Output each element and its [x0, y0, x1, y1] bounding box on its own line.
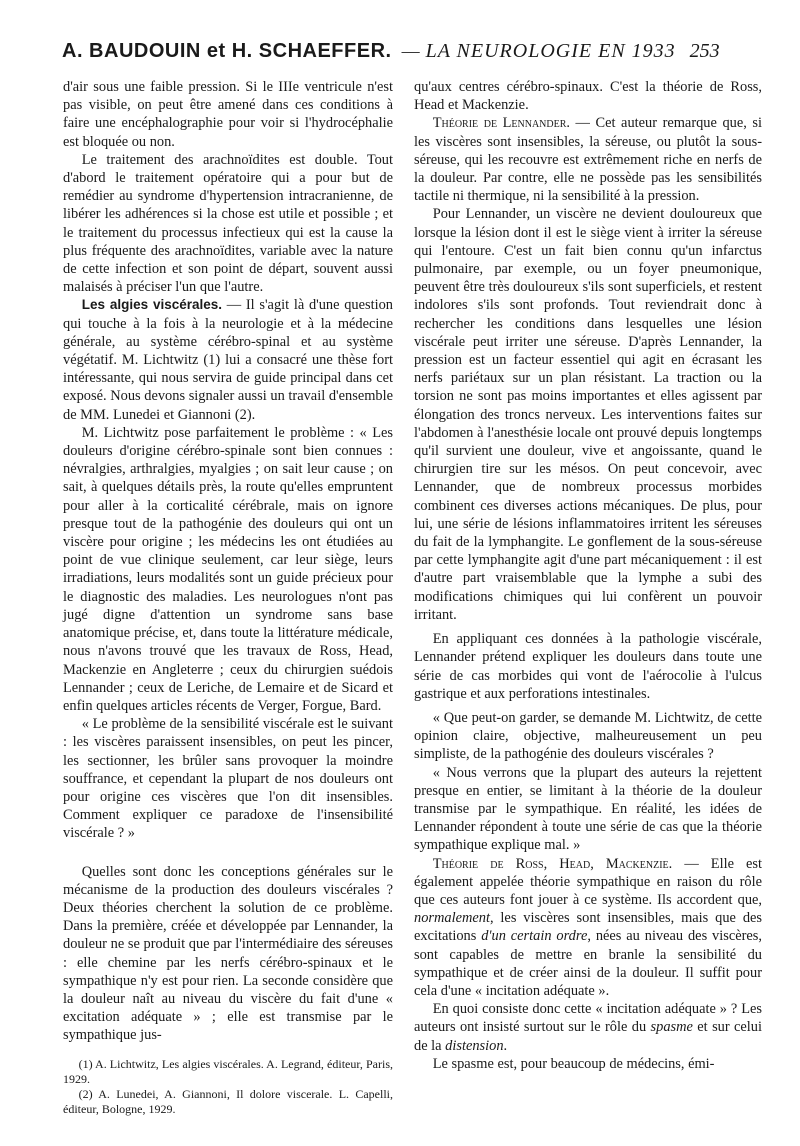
- section-heading: Théorie de Lennander.: [432, 115, 570, 132]
- paragraph: [414, 114, 762, 205]
- left-column: [63, 78, 393, 1117]
- paragraph: Quelles sont donc les conceptions générales sur le mécanisme de la production des douleurs viscérales ? Deux théories cherchent la solution de ce problème. Dans la première, créée et développée par Lennander, la douleur ne se produit que par l'intermédiaire des séreuses : elle chemine par les nerfs cérébro-spinaux et le sympathique n'y est pour rien. La seconde considère que la douleur naît au niveau du viscère du fait d'une « excitation adéquate » ; elle est transmise par le sympathique jus-: [63, 863, 393, 1044]
- emphasis: d'un certain ordre: [481, 928, 588, 945]
- right-column: [414, 78, 762, 1073]
- section-heading: Théorie de Ross, Head, Mackenzie.: [432, 855, 673, 872]
- paragraph: Le traitement des arachnoïdites est double. Tout d'abord le traitement opératoire qui a pour but de remédier au syndrome d'hypertension intracranienne, de libérer les adhérences si la chose est utile et possible ; et le traitement du processus infectieux qui est la cause la plus fréquente des arachnoïdites, variable avec la nature de cette infection et son point de départ, souvent aussi malaisés à préciser l'un que l'autre.: [63, 151, 393, 296]
- footnotes: [63, 1057, 393, 1117]
- header-dash: —: [401, 41, 420, 61]
- page-number: 253: [689, 40, 720, 62]
- emphasis: normalement: [414, 910, 490, 927]
- header-title: LA NEUROLOGIE EN 1933: [425, 40, 676, 62]
- paragraph: Pour Lennander, un viscère ne devient douloureux que lorsque la lésion dont il est le siège vient à irriter la séreuse qui l'entoure. C'est un fait bien connu qu'un infarctus pulmonaire, par exemple, ou un foyer pneumonique, peuvent être très douloureux s'ils sont superficiels, et restent indolores s'ils sont profonds. Tout reviendrait donc à rechercher les conditions dans lesquelles une lésion viscérale peut irriter une séreuse. D'après Lennander, la pression est un facteur essentiel qui agit en écrasant les nerfs pariétaux sur un plan résistant. La traction ou la torsion ne sont pas moins importantes et elles agissent par élongation des troncs nerveux. Les interventions faites sur l'abdomen à l'anesthésie locale ont prouvé depuis longtemps qu'il survient une douleur, vive et angoissante, quand le chirurgien tire sur les mésos. On peut concevoir, avec Lennander, que de nombreux processus morbides combinent ces diverses actions mécaniques. De plus, pour lui, une série de lésions inflammatoires irritent les séreuses du fait de la lymphangite. Le gonflement de la sous-séreuse par cette lymphangite agit d'une part mécaniquement : il est d'autre part vraisemblable que la lymphe a subi des modifications chimiques qui lui confèrent un pouvoir irritant.: [414, 206, 762, 623]
- paragraph: d'air sous une faible pression. Si le IIIe ventricule n'est pas visible, on peut être amené dans ces conditions à faire une encéphalographie pour voir si l'hydrocéphalie est bloquée ou non.: [63, 79, 393, 150]
- emphasis: distension: [445, 1037, 504, 1054]
- paragraph-text: — Elle est également appelée théorie sympathique en raison du rôle que ces auteurs font jouer à ce système. Ils accordent que,: [414, 855, 763, 908]
- paragraph-text: , nées au niveau des viscères, sont capables de mettre en branle la sensibilité du sympathique et de créer ainsi de la douleur. Il suffit pour cela d'une « incitation adéquate ».: [414, 928, 762, 999]
- footnote: (1) A. Lichtwitz, Les algies viscérales. A. Legrand, éditeur, Paris, 1929.: [63, 1056, 393, 1086]
- header-authors: A. BAUDOUIN et H. SCHAEFFER.: [62, 40, 392, 62]
- paragraph: « Que peut-on garder, se demande M. Lichtwitz, de cette opinion claire, objective, malheureusement un peu simpliste, de la pathogénie des douleurs viscérales ?: [414, 709, 762, 763]
- paragraph-text: — Cet auteur remarque que, si les viscères sont insensibles, la séreuse, ou plutôt la sous-séreuse, qui les recouvre est extrêmement riche en nerfs de la douleur. Par contre, elle ne possède pas les sensibilités tactile ni thermique, ni la sensibilité à la pression.: [414, 115, 762, 205]
- paragraph: En appliquant ces données à la pathologie viscérale, Lennander prétend expliquer les douleurs dans toute une série de cas morbides qui vont de l'aérocolie à l'ulcus gastrique et aux perforations intestinales.: [414, 631, 762, 702]
- paragraph-text: et sur celui de la: [414, 1019, 763, 1054]
- paragraph-text: .: [503, 1037, 508, 1054]
- paragraph: [63, 296, 393, 423]
- paragraph-text: — Il s'agit là d'une question qui touche à la fois à la neurologie et à la médecine générale, au système cérébro-spinal et au système végétatif. M. Lichtwitz (1) lui a consacré une thèse fort intéressante, qui nous servira de guide principal dans cet exposé. Nous devons signaler aussi un travail d'ensemble de MM. Lunedei et Giannoni (2).: [63, 297, 393, 423]
- paragraph: « Nous verrons que la plupart des auteurs la rejettent presque en entier, se limitant à la théorie de la douleur transmise par le sympathique. En réalité, les idées de Lennander répondent à toute une série de cas que la théorie sympathique explique mal. »: [414, 764, 762, 854]
- emphasis: spasme: [650, 1019, 693, 1036]
- footnote: (2) A. Lunedei, A. Giannoni, Il dolore viscerale. L. Capelli, éditeur, Bologne, 1929.: [63, 1086, 393, 1116]
- paragraph: « Le problème de la sensibilité viscérale est le suivant : les viscères paraissent insensibles, on peut les pincer, les sectionner, les brûler sans provoquer la moindre souffrance, et cependant la plupart de nos douleurs ont pour origine ces viscères que l'on dit insensibles. Comment expliquer ce paradoxe de l'insensibilité viscérale ? »: [63, 716, 393, 842]
- paragraph: [414, 1000, 762, 1055]
- running-header: [62, 40, 762, 63]
- paragraph: Le spasme est, pour beaucoup de médecins, émi-: [432, 1055, 715, 1072]
- paragraph-text: En quoi consiste donc cette « incitation adéquate » ? Les auteurs ont insisté surtout sur le rôle du: [414, 1001, 762, 1036]
- paragraph: qu'aux centres cérébro-spinaux. C'est la théorie de Ross, Head et Mackenzie.: [414, 79, 762, 114]
- section-heading: Les algies viscérales.: [81, 297, 223, 313]
- paragraph: M. Lichtwitz pose parfaitement le problème : « Les douleurs d'origine cérébro-spinale sont bien connues : névralgies, arthralgies, myalgies ; on sait leur cause ; on sait, à quelques détails près, la route qu'elles empruntent pour aller à la corticalité cérébrale, mais on ignore presque tout de la pathogénie des douleurs qui ont un viscère pour origine ; les médecins les ont étudiées au point de vue clinique seulement, car leur siège, leurs irradiations, leurs modalités sont un guide précieux pour le diagnostic des maladies. Les neurologues n'ont pas jugé digne d'attention un syndrome sans base anatomique précise, et, dans toute la littérature médicale, nous n'avons trouvé que les travaux de Ross, Head, Mackenzie en Angleterre ; ceux du chirurgien suédois Lennander ; ceux de Leriche, de Lemaire et de Sicard et enfin quelques articles récents de Verger, Forgue, Bard.: [63, 424, 393, 714]
- paragraph: [414, 855, 762, 1001]
- paragraph-text: , les viscères sont insensibles, mais que des excitations: [414, 910, 762, 945]
